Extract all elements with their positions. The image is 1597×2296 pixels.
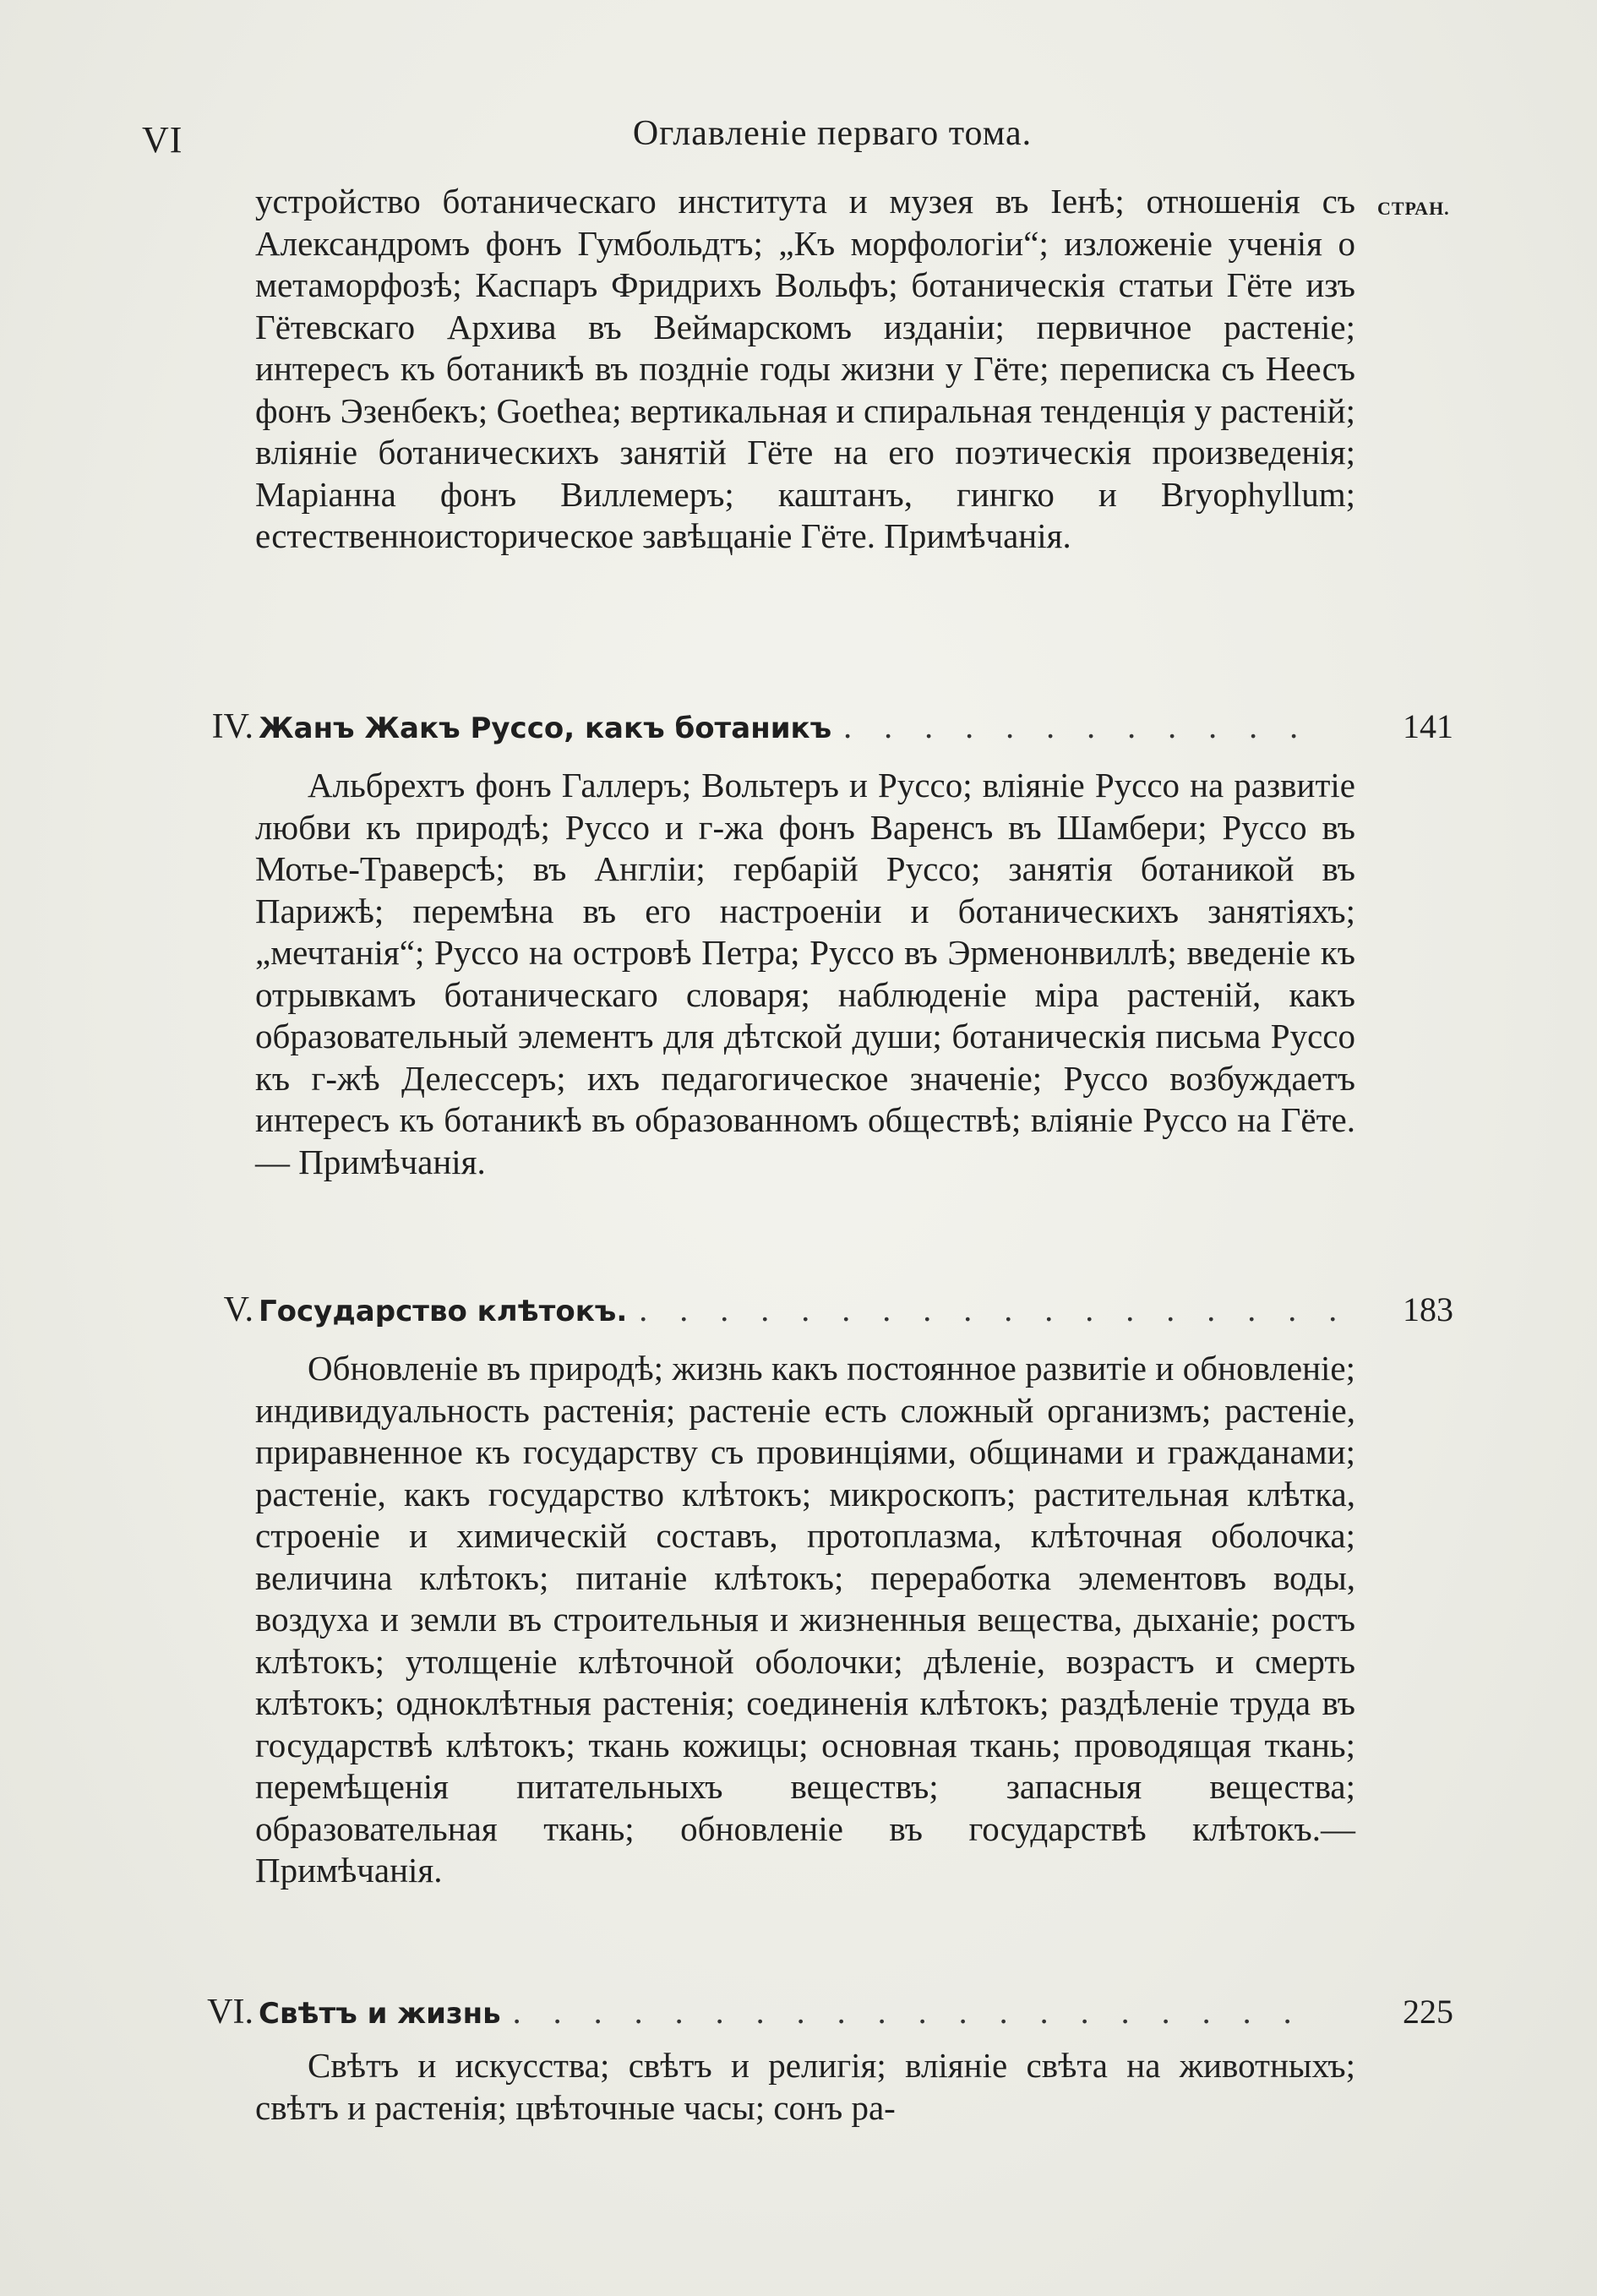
section-page-number: 225 <box>1403 1993 1453 2031</box>
section-numeral: VI. <box>207 1993 253 2031</box>
page-column-label: СТРАН. <box>1377 198 1450 219</box>
toc-entry-v <box>169 1290 1453 1337</box>
dot-leader: . . . . . . . . . . . . <box>843 707 1311 745</box>
continued-section-description: устройство ботаническаго института и музея въ Іенѣ; отношенія съ Александромъ фонъ Гумбольдтъ; „Къ морфологіи“; изложеніе ученія о метаморфозѣ; Каспаръ Фридрихъ Вольфъ; ботаническія статьи Гёте изъ Гётевскаго Архива въ Веймарскомъ изданіи; первичное растеніе; интересъ къ ботаникѣ въ поздніе годы жизни у Гёте; переписка съ Неесъ фонъ Эзенбекъ; Goethea; вертикальная и спиральная тенденція у растеній; вліяніе ботаническихъ занятій Гёте на его поэтическія произведенія; Маріанна фонъ Виллемеръ; каштанъ, гингко и Bryophyllum; естественноисторическое завѣщаніе Гёте. Примѣчанія. <box>255 182 1355 555</box>
section-description: Альбрехтъ фонъ Галлеръ; Вольтеръ и Руссо; вліяніе Руссо на развитіе любви къ природѣ; Руссо и г-жа фонъ Варенсъ въ Шамбери; Руссо въ Мотье-Траверсѣ; въ Англіи; гербарій Руссо; занятія ботаникой въ Парижѣ; перемѣна въ его настроеніи и ботаническихъ занятіяхъ; „мечтанія“; Руссо на островѣ Петра; Руссо въ Эрменонвиллѣ; введеніе къ отрывкамъ ботаническаго словаря; наблюденіе міра растеній, какъ образовательный элементъ для дѣтской души; ботаническія письма Руссо къ г-жѣ Делессеръ; ихъ педагогическое значеніе; Руссо возбуждаетъ интересъ къ ботаникѣ въ образованномъ обществѣ; вліяніе Руссо на Гёте. — Примѣчанія. <box>255 766 1355 1181</box>
page-folio: VI <box>142 119 183 161</box>
running-header-title: Оглавленіе перваго тома. <box>632 114 1033 153</box>
toc-entry-iv <box>169 706 1453 754</box>
section-title: Государство клѣтокъ. <box>259 1295 628 1328</box>
dot-leader: . . . . . . . . . . . . . . . . . . <box>639 1290 1349 1328</box>
section-page-number: 141 <box>1403 707 1453 745</box>
section-page-number: 183 <box>1403 1290 1453 1328</box>
toc-entry-vi <box>169 1992 1453 2039</box>
section-numeral: IV. <box>211 707 253 746</box>
dot-leader: . . . . . . . . . . . . . . . . . . . . <box>512 1993 1304 2031</box>
section-description: Свѣтъ и искусства; свѣтъ и религія; вліяніе свѣта на животныхъ; свѣтъ и растенія; цвѣточные часы; сонъ ра- <box>255 2046 1355 2127</box>
section-description: Обновленіе въ природѣ; жизнь какъ постоянное развитіе и обновленіе; индивидуальность растенія; растеніе есть сложный организмъ; растеніе, приравненное къ государству съ провинціями, общинами и гражданами; растеніе, какъ государство клѣтокъ; микроскопъ; растительная клѣтка, строеніе и химическій составъ, протоплазма, клѣточная оболочка; величина клѣтокъ; питаніе клѣтокъ; переработка элементовъ воды, воздуха и земли въ строительныя и жизненныя вещества, дыханіе; ростъ клѣтокъ; утолщеніе клѣточной оболочки; дѣленіе, возрастъ и смерть клѣтокъ; одноклѣтныя растенія; соединенія клѣтокъ; раздѣленіе труда въ государствѣ клѣтокъ; ткань кожицы; основная ткань; проводящая ткань; перемѣщенія питательныхъ веществъ; запасныя вещества; образовательная ткань; обновленіе въ государствѣ клѣтокъ.—Примѣчанія. <box>255 1349 1355 1890</box>
section-numeral: V. <box>223 1290 253 1329</box>
section-title: Жанъ Жакъ Руссо, какъ ботаникъ <box>259 712 832 745</box>
section-title: Свѣтъ и жизнь <box>259 1997 501 2031</box>
